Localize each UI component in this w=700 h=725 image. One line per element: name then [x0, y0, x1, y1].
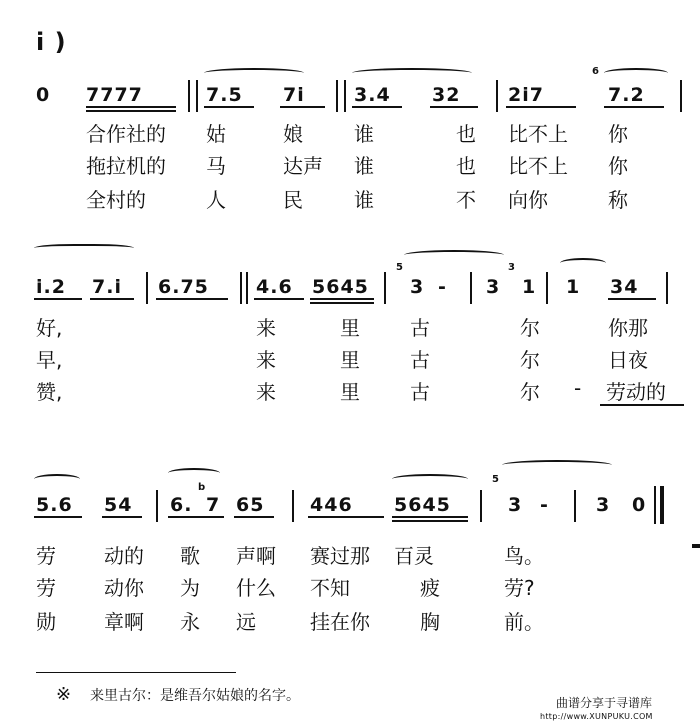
slur: [204, 68, 304, 78]
grace-note: 6: [592, 66, 599, 77]
lyric: 谁: [354, 188, 374, 212]
lyric: 劳动的: [606, 380, 666, 404]
note-group: 7.2: [608, 84, 645, 106]
barline: [496, 80, 498, 112]
beam-line: [506, 106, 576, 108]
beam-line: [34, 516, 82, 518]
beam-line: [604, 106, 664, 108]
beam-line: [86, 110, 176, 112]
lyric: 姑: [206, 122, 226, 146]
barline: [240, 272, 242, 304]
lyric: 民: [283, 188, 303, 212]
note-group: i.2: [36, 276, 66, 298]
beam-line: [86, 106, 176, 108]
slur: [352, 68, 472, 78]
lyric: 你那: [608, 316, 648, 340]
barline: [480, 490, 482, 522]
barline: [292, 490, 294, 522]
note: 1: [522, 276, 537, 298]
dash: -: [438, 276, 447, 298]
slur: [168, 468, 220, 478]
note-group: 65: [236, 494, 265, 516]
lyric: 也: [456, 122, 476, 146]
lyric: 早,: [36, 348, 63, 372]
beam-line: [234, 516, 274, 518]
barline: [384, 272, 386, 304]
note-group: 446: [310, 494, 353, 516]
note-group: 5.6: [36, 494, 73, 516]
lyric: 比不上: [508, 154, 568, 178]
barline: [188, 80, 190, 112]
beam-line: [90, 298, 134, 300]
lyric: 动的: [104, 544, 144, 568]
lyric: 里: [340, 380, 360, 404]
final-barline-thin: [654, 486, 656, 524]
beam-line: [352, 106, 402, 108]
grace-note: 5: [492, 474, 499, 485]
note-group: 4.6: [256, 276, 293, 298]
lyric: 什么: [236, 576, 276, 600]
tie: [560, 258, 606, 268]
beam-line: [310, 298, 374, 300]
slur: [34, 244, 134, 254]
lyric: 百灵: [394, 544, 434, 568]
lyric: 里: [340, 316, 360, 340]
lyric: 不: [456, 188, 476, 212]
lyric: 劳: [36, 544, 56, 568]
dash: -: [540, 494, 549, 516]
lyric: 谁: [354, 154, 374, 178]
lyric: 来: [256, 316, 276, 340]
lyric: 尔: [520, 316, 540, 340]
lyric: 马: [206, 154, 226, 178]
note-group: 7777: [86, 84, 143, 106]
lyric: 全村的: [86, 188, 146, 212]
lyric: 也: [456, 154, 476, 178]
lyric: 你: [608, 122, 628, 146]
note: 3: [410, 276, 425, 298]
lyric: 好,: [36, 316, 63, 340]
note: 3: [508, 494, 523, 516]
slur: [34, 474, 80, 484]
note-group: 7i: [283, 84, 305, 106]
beam-line: [102, 516, 142, 518]
lyric: 里: [340, 348, 360, 372]
footnote-text: 来里古尔：是维吾尔姑娘的名字。: [90, 688, 300, 704]
lyric: 来: [256, 380, 276, 404]
beam-line: [280, 106, 325, 108]
lyric: 为: [180, 576, 200, 600]
lyric: 拖拉机的: [86, 154, 166, 178]
note-group: 7.i: [92, 276, 122, 298]
lyric: 动你: [104, 576, 144, 600]
barline: [546, 272, 548, 304]
lyric: 达声: [283, 154, 323, 178]
edge-mark: [692, 544, 700, 548]
lyric: 前。: [504, 610, 544, 634]
note-group: 5645: [312, 276, 369, 298]
barline: [344, 80, 346, 112]
note-group: 0: [36, 84, 51, 106]
grace-note: 5: [396, 262, 403, 273]
barline: [666, 272, 668, 304]
barline: [470, 272, 472, 304]
barline: [156, 490, 158, 522]
note: 1: [566, 276, 581, 298]
lyric: 永: [180, 610, 200, 634]
lyric: 古: [410, 380, 430, 404]
slur: [392, 474, 468, 484]
lyric: 勋: [36, 610, 56, 634]
pickup-mark: i ): [36, 28, 67, 56]
lyric: 尔: [520, 380, 540, 404]
grace-note: 3: [508, 262, 515, 273]
note-group: 7.5: [206, 84, 243, 106]
beam-line: [310, 302, 374, 304]
footnote-symbol: ※: [56, 684, 72, 705]
barline: [146, 272, 148, 304]
lyric: 人: [206, 188, 226, 212]
lyric: 比不上: [508, 122, 568, 146]
note-group: 34: [610, 276, 639, 298]
beam-line: [254, 298, 304, 300]
note-group: 6.75: [158, 276, 209, 298]
watermark-link[interactable]: http://www.XUNPUKU.COM: [540, 712, 653, 721]
lyric: 谁: [354, 122, 374, 146]
lyric: 你: [608, 154, 628, 178]
lyric: 章啊: [104, 610, 144, 634]
beam-line: [168, 516, 224, 518]
beam-line: [392, 516, 468, 518]
tie: [404, 250, 504, 260]
lyric: 向你: [508, 188, 548, 212]
lyric: 声啊: [236, 544, 276, 568]
tie: [502, 460, 612, 470]
note: 7: [206, 494, 221, 516]
lyric: 歌: [180, 544, 200, 568]
note: 6.: [170, 494, 193, 516]
lyric: -: [574, 376, 582, 400]
lyric: 尔: [520, 348, 540, 372]
note: 3: [596, 494, 611, 516]
barline: [336, 80, 338, 112]
lyric: 日夜: [608, 348, 648, 372]
lyric: 古: [410, 348, 430, 372]
note-group: 54: [104, 494, 133, 516]
lyric: 劳?: [504, 576, 535, 600]
lyric: 赞,: [36, 380, 63, 404]
slur: [604, 68, 668, 78]
flat-sign: b: [198, 482, 206, 493]
beam-line: [392, 520, 468, 522]
barline: [574, 490, 576, 522]
beam-line: [204, 106, 254, 108]
beam-line: [430, 106, 478, 108]
barline: [680, 80, 682, 112]
lyric: 胸: [420, 610, 440, 634]
barline: [246, 272, 248, 304]
lyric: 古: [410, 316, 430, 340]
lyric: 鸟。: [504, 544, 544, 568]
note-group: 32: [432, 84, 461, 106]
final-barline-thick: [660, 486, 664, 524]
beam-line: [608, 298, 656, 300]
lyric: 挂在你: [310, 610, 370, 634]
lyric: 娘: [283, 122, 303, 146]
note-group: 5645: [394, 494, 451, 516]
watermark-title: 曲谱分享于寻谱库: [556, 696, 653, 710]
note-group: 2i7: [508, 84, 544, 106]
lyric: 劳: [36, 576, 56, 600]
lyric: 赛过那: [310, 544, 370, 568]
lyric: 疲: [420, 576, 440, 600]
footnote-rule: [36, 672, 236, 673]
underline: [600, 404, 684, 406]
lyric: 来: [256, 348, 276, 372]
lyric: 合作社的: [86, 122, 166, 146]
lyric: 称: [608, 188, 628, 212]
note-group: 3.4: [354, 84, 391, 106]
beam-line: [34, 298, 82, 300]
lyric: 远: [236, 610, 256, 634]
rest: 0: [632, 494, 647, 516]
beam-line: [308, 516, 384, 518]
note: 3: [486, 276, 501, 298]
lyric: 不知: [310, 576, 350, 600]
beam-line: [156, 298, 228, 300]
barline: [196, 80, 198, 112]
